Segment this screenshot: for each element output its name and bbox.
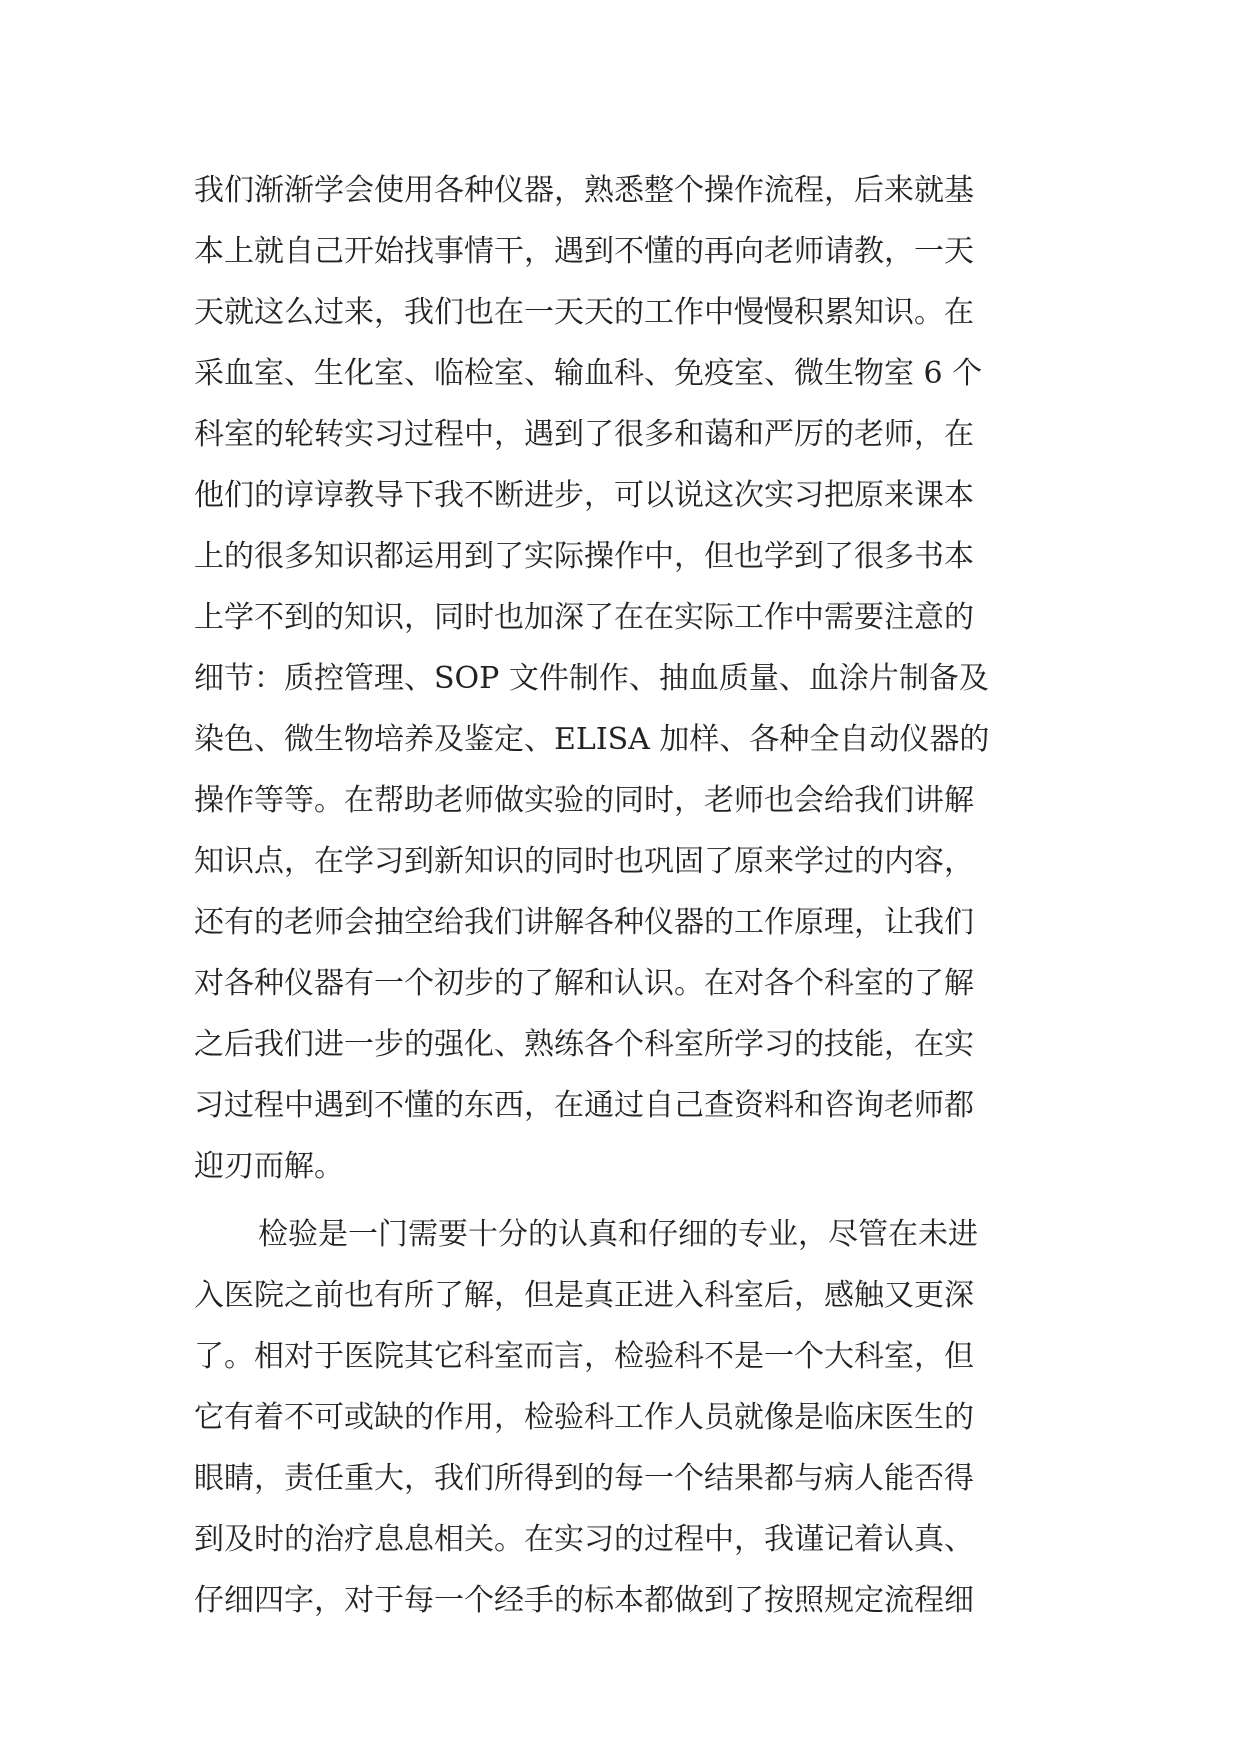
text-line: 它有着不可或缺的作用，检验科工作人员就像是临床医生的 xyxy=(194,1400,974,1435)
text-line: 天就这么过来，我们也在一天天的工作中慢慢积累知识。在 xyxy=(194,295,974,330)
body-text xyxy=(194,160,1074,1631)
text-line: 我们渐渐学会使用各种仪器，熟悉整个操作流程，后来就基 xyxy=(194,173,974,208)
text-line: 习过程中遇到不懂的东西，在通过自己查资料和咨询老师都 xyxy=(194,1088,974,1123)
text-line: 了。相对于医院其它科室而言，检验科不是一个大科室，但 xyxy=(194,1339,974,1374)
paragraph-2 xyxy=(194,1204,1074,1631)
text-line: 上学不到的知识，同时也加深了在在实际工作中需要注意的 xyxy=(194,600,974,635)
paragraph-1 xyxy=(194,160,1074,1197)
text-line: 对各种仪器有一个初步的了解和认识。在对各个科室的了解 xyxy=(194,966,974,1001)
text-line: 细节：质控管理、SOP 文件制作、抽血质量、血涂片制备及 xyxy=(194,661,989,696)
text-line: 之后我们进一步的强化、熟练各个科室所学习的技能，在实 xyxy=(194,1027,974,1062)
text-line: 采血室、生化室、临检室、输血科、免疫室、微生物室 6 个 xyxy=(194,356,983,391)
text-line: 上的很多知识都运用到了实际操作中，但也学到了很多书本 xyxy=(194,539,974,574)
text-line: 知识点，在学习到新知识的同时也巩固了原来学过的内容， xyxy=(194,844,974,879)
text-line: 操作等等。在帮助老师做实验的同时，老师也会给我们讲解 xyxy=(194,783,974,818)
text-line: 染色、微生物培养及鉴定、ELISA 加样、各种全自动仪器的 xyxy=(194,722,990,757)
text-line: 科室的轮转实习过程中，遇到了很多和蔼和严厉的老师，在 xyxy=(194,417,974,452)
text-line: 迎刃而解。 xyxy=(194,1149,344,1184)
text-line: 眼睛，责任重大，我们所得到的每一个结果都与病人能否得 xyxy=(194,1461,974,1496)
text-line: 入医院之前也有所了解，但是真正进入科室后，感触又更深 xyxy=(194,1278,974,1313)
text-line: 到及时的治疗息息相关。在实习的过程中，我谨记着认真、 xyxy=(194,1522,974,1557)
text-line: 本上就自己开始找事情干，遇到不懂的再向老师请教，一天 xyxy=(194,234,974,269)
text-line: 还有的老师会抽空给我们讲解各种仪器的工作原理，让我们 xyxy=(194,905,974,940)
paragraph-spacer xyxy=(194,1197,1074,1204)
text-line: 他们的谆谆教导下我不断进步，可以说这次实习把原来课本 xyxy=(194,478,974,513)
text-line: 仔细四字，对于每一个经手的标本都做到了按照规定流程细 xyxy=(194,1583,974,1618)
text-line: 检验是一门需要十分的认真和仔细的专业，尽管在未进 xyxy=(258,1217,978,1252)
